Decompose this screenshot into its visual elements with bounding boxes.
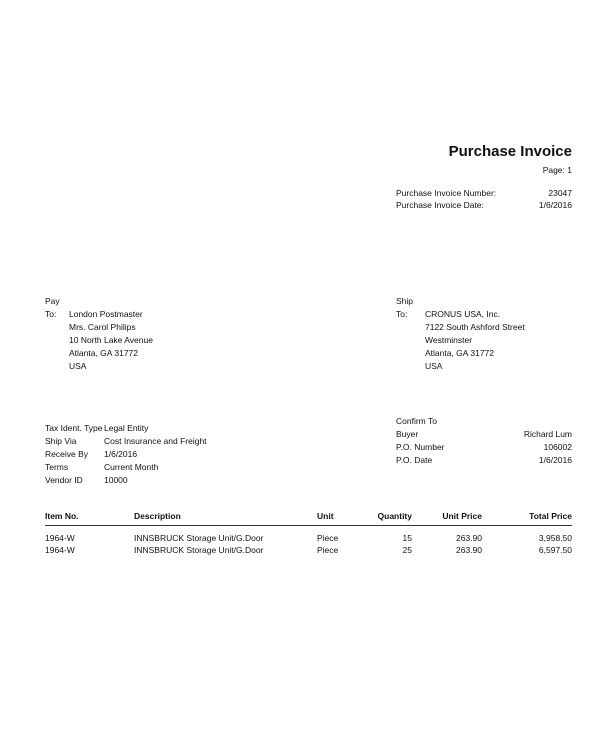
detail-value: 1/6/2016 — [104, 449, 138, 459]
detail-label: Terms — [45, 462, 69, 472]
column-header-unit-price: Unit Price — [442, 511, 482, 521]
pay-address-line: London Postmaster — [69, 309, 143, 319]
cell-description: INNSBRUCK Storage Unit/G.Door — [134, 533, 264, 543]
cell-quantity: 25 — [402, 545, 412, 555]
cell-unit: Piece — [317, 545, 339, 555]
column-header-unit: Unit — [317, 511, 334, 521]
detail-value: 10000 — [104, 475, 128, 485]
column-header-description: Description — [134, 511, 181, 521]
ship-address-line: USA — [425, 361, 443, 371]
cell-unit-price: 263.90 — [456, 533, 482, 543]
cell-description: INNSBRUCK Storage Unit/G.Door — [134, 545, 264, 555]
detail-label: Tax Ident. Type — [45, 423, 103, 433]
detail-label: Vendor ID — [45, 475, 83, 485]
header-divider — [45, 525, 572, 526]
confirm-value: 1/6/2016 — [538, 455, 572, 465]
pay-address-line: 10 North Lake Avenue — [69, 335, 153, 345]
detail-label: Ship Via — [45, 436, 77, 446]
cell-total-price: 6,597.50 — [538, 545, 572, 555]
ship-address-line: 7122 South Ashford Street — [425, 322, 525, 332]
pay-address-line: USA — [69, 361, 87, 371]
confirm-label: P.O. Date — [396, 455, 433, 465]
detail-value: Current Month — [104, 462, 159, 472]
detail-label: Receive By — [45, 449, 88, 459]
cell-item-no: 1964-W — [45, 533, 75, 543]
column-header-item-no: Item No. — [45, 511, 79, 521]
confirm-to-label: Confirm To — [396, 416, 437, 426]
pay-label: Pay — [45, 296, 60, 306]
pay-to-label: To: — [45, 309, 57, 319]
column-header-total-price: Total Price — [529, 511, 572, 521]
ship-address-line: Atlanta, GA 31772 — [425, 348, 494, 358]
pay-address-line: Atlanta, GA 31772 — [69, 348, 138, 358]
ship-address-line: CRONUS USA, Inc. — [425, 309, 501, 319]
ship-label: Ship — [396, 296, 414, 306]
confirm-value: Richard Lum — [523, 429, 572, 439]
ship-address-line: Westminster — [425, 335, 473, 345]
cell-unit-price: 263.90 — [456, 545, 482, 555]
cell-quantity: 15 — [402, 533, 412, 543]
page-title: Purchase Invoice — [448, 143, 572, 160]
confirm-label: Buyer — [396, 429, 419, 439]
cell-total-price: 3,958.50 — [538, 533, 572, 543]
confirm-label: P.O. Number — [396, 442, 445, 452]
cell-unit: Piece — [317, 533, 339, 543]
invoice-date-label: Purchase Invoice Date: — [396, 200, 484, 210]
column-header-quantity: Quantity — [377, 511, 412, 521]
confirm-value: 106002 — [543, 442, 572, 452]
invoice-date-value: 1/6/2016 — [538, 200, 572, 210]
detail-value: Cost Insurance and Freight — [104, 436, 207, 446]
ship-to-label: To: — [396, 309, 408, 319]
invoice-number-label: Purchase Invoice Number: — [396, 188, 497, 198]
cell-item-no: 1964-W — [45, 545, 75, 555]
page-number: Page: 1 — [542, 165, 572, 175]
invoice-number-value: 23047 — [548, 188, 572, 198]
pay-address-line: Mrs. Carol Philips — [69, 322, 136, 332]
detail-value: Legal Entity — [104, 423, 149, 433]
